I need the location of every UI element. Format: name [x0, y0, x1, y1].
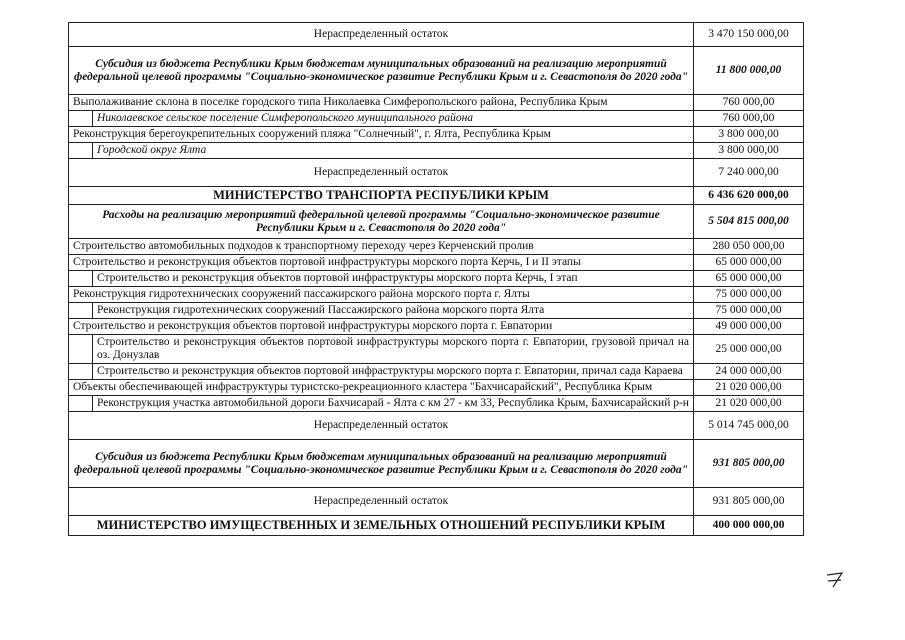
budget-document-page [68, 22, 804, 536]
row-amount: 21 020 000,00 [694, 380, 804, 396]
table-row [69, 440, 804, 488]
row-amount: 760 000,00 [694, 111, 804, 127]
indent-cell [69, 396, 93, 412]
row-label: Расходы на реализацию мероприятий федеральной целевой программы "Социально-экономическое развитие Республики Крым и г. Севастополя до 2020 года" [69, 205, 694, 239]
row-amount: 25 000 000,00 [694, 335, 804, 364]
row-label: Нераспределенный остаток [69, 159, 694, 187]
row-amount: 7 240 000,00 [694, 159, 804, 187]
table-row [69, 205, 804, 239]
table-row [69, 380, 804, 396]
row-label: Выполаживание склона в поселке городского типа Николаевка Симферопольского района, Республика Крым [69, 95, 694, 111]
row-amount: 5 504 815 000,00 [694, 205, 804, 239]
table-row [69, 187, 804, 205]
row-label: Строительство и реконструкция объектов портовой инфраструктуры морского порта Керчь, I и II этапы [69, 255, 694, 271]
budget-table [68, 22, 804, 536]
table-row [69, 319, 804, 335]
row-amount: 280 050 000,00 [694, 239, 804, 255]
indent-cell [69, 335, 93, 364]
row-label: Нераспределенный остаток [69, 412, 694, 440]
table-row [69, 111, 804, 127]
row-label: Реконструкция берегоукрепительных сооружений пляжа "Солнечный", г. Ялта, Республика Крым [69, 127, 694, 143]
row-label: Реконструкция гидротехнических сооружений Пассажирского района морского порта Ялта [93, 303, 694, 319]
row-amount: 3 470 150 000,00 [694, 23, 804, 47]
indent-cell [69, 143, 93, 159]
table-row [69, 516, 804, 536]
row-amount: 49 000 000,00 [694, 319, 804, 335]
row-label: Строительство и реконструкция объектов портовой инфраструктуры морского порта Керчь, I этап [93, 271, 694, 287]
section-heading: МИНИСТЕРСТВО ТРАНСПОРТА РЕСПУБЛИКИ КРЫМ [69, 187, 694, 205]
section-heading: МИНИСТЕРСТВО ИМУЩЕСТВЕННЫХ И ЗЕМЕЛЬНЫХ ОТНОШЕНИЙ РЕСПУБЛИКИ КРЫМ [69, 516, 694, 536]
row-amount: 75 000 000,00 [694, 287, 804, 303]
table-row [69, 364, 804, 380]
table-row [69, 23, 804, 47]
row-label: Николаевское сельское поселение Симферопольского муниципального района [93, 111, 694, 127]
row-amount: 24 000 000,00 [694, 364, 804, 380]
indent-cell [69, 303, 93, 319]
row-amount: 3 800 000,00 [694, 127, 804, 143]
row-amount: 400 000 000,00 [694, 516, 804, 536]
row-amount: 6 436 620 000,00 [694, 187, 804, 205]
row-label: Объекты обеспечивающей инфраструктуры туристско-рекреационного кластера "Бахчисарайский", Республика Крым [69, 380, 694, 396]
table-row [69, 287, 804, 303]
table-row [69, 159, 804, 187]
row-amount: 75 000 000,00 [694, 303, 804, 319]
indent-cell [69, 364, 93, 380]
row-label: Реконструкция гидротехнических сооружений пассажирского района морского порта г. Ялты [69, 287, 694, 303]
row-label: Нераспределенный остаток [69, 23, 694, 47]
handwritten-mark-icon [824, 570, 846, 590]
row-label: Субсидия из бюджета Республики Крым бюджетам муниципальных образований на реализацию мероприятий федеральной целевой программы "Социально-экономическое развитие Республики Крым и г. Севастополя до 2020 года" [69, 47, 694, 95]
row-label: Городской округ Ялта [93, 143, 694, 159]
table-row [69, 239, 804, 255]
indent-cell [69, 271, 93, 287]
row-label: Строительство автомобильных подходов к транспортному переходу через Керченский пролив [69, 239, 694, 255]
row-label: Строительство и реконструкция объектов портовой инфраструктуры морского порта г. Евпатории, причал сада Караева [93, 364, 694, 380]
row-label: Реконструкция участка автомобильной дороги Бахчисарай - Ялта с км 27 - км 33, Республика Крым, Бахчисарайский р-н [93, 396, 694, 412]
row-amount: 11 800 000,00 [694, 47, 804, 95]
table-row [69, 47, 804, 95]
row-amount: 760 000,00 [694, 95, 804, 111]
row-amount: 5 014 745 000,00 [694, 412, 804, 440]
table-row [69, 335, 804, 364]
table-row [69, 303, 804, 319]
row-amount: 931 805 000,00 [694, 488, 804, 516]
row-amount: 65 000 000,00 [694, 271, 804, 287]
table-row [69, 412, 804, 440]
row-label: Субсидия из бюджета Республики Крым бюджетам муниципальных образований на реализацию мероприятий федеральной целевой программы "Социально-экономическое развитие Республики Крым и г. Севастополя до 2020 года" [69, 440, 694, 488]
row-amount: 21 020 000,00 [694, 396, 804, 412]
table-row [69, 255, 804, 271]
row-amount: 65 000 000,00 [694, 255, 804, 271]
table-row [69, 143, 804, 159]
row-label: Строительство и реконструкция объектов портовой инфраструктуры морского порта г. Евпатории, грузовой причал на оз. Донузлав [93, 335, 694, 364]
row-amount: 931 805 000,00 [694, 440, 804, 488]
table-row [69, 271, 804, 287]
table-row [69, 488, 804, 516]
indent-cell [69, 111, 93, 127]
table-row [69, 396, 804, 412]
row-label: Нераспределенный остаток [69, 488, 694, 516]
table-row [69, 127, 804, 143]
table-row [69, 95, 804, 111]
row-label: Строительство и реконструкция объектов портовой инфраструктуры морского порта г. Евпатории [69, 319, 694, 335]
row-amount: 3 800 000,00 [694, 143, 804, 159]
